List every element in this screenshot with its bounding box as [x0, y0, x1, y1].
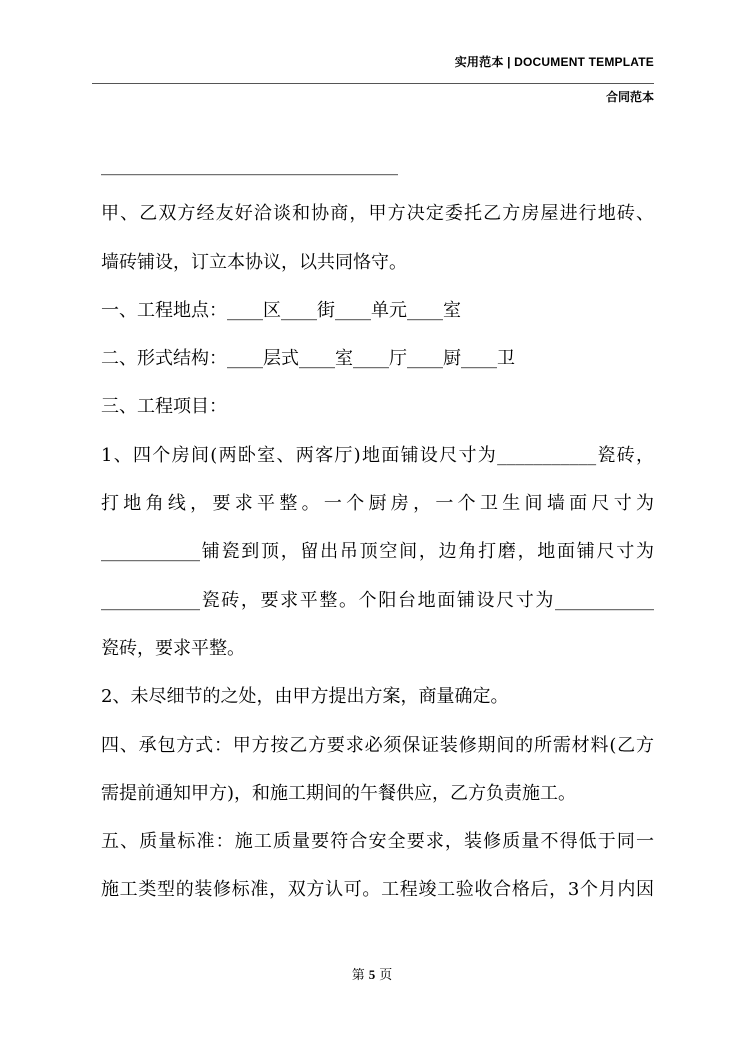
clause-location: 一、工程地点：____区____街____单元____室	[101, 299, 461, 321]
page-footer	[0, 964, 744, 983]
page-number-prefix: 第	[351, 968, 365, 983]
paragraph-line: 瓷砖，要求平整。	[101, 637, 245, 659]
contract-body	[101, 142, 654, 915]
paragraph-line: 打地角线，要求平整。一个厨房，一个卫生间墙面尺寸为	[101, 493, 654, 515]
header-divider	[92, 83, 654, 84]
header-title: 实用范本 | DOCUMENT TEMPLATE	[454, 55, 654, 69]
paragraph-line: 四、承包方式：甲方按乙方要求必须保证装修期间的所需材料(乙方	[101, 734, 654, 756]
paragraph-line: ___________铺瓷到顶，留出吊顶空间，边角打磨，地面铺尺寸为	[101, 541, 654, 563]
paragraph-line: ___________瓷砖，要求平整。个阳台地面铺设尺寸为___________	[101, 589, 654, 611]
paragraph-line: 需提前通知甲方)，和施工期间的午餐供应，乙方负责施工。	[101, 782, 577, 804]
page-number: 5	[368, 967, 376, 982]
header-category: 合同范本	[605, 90, 654, 104]
paragraph-line: 五、质量标准：施工质量要符合安全要求，装修质量不得低于同一	[101, 831, 654, 853]
paragraph-line: 2、未尽细节的之处，由甲方提出方案，商量确定。	[101, 686, 509, 708]
clause-structure: 二、形式结构：____层式____室____厅____厨____卫	[101, 348, 515, 370]
paragraph-line: 甲、乙双方经友好洽谈和协商，甲方决定委托乙方房屋进行地砖、	[101, 203, 654, 225]
paragraph-line: 墙砖铺设，订立本协议，以共同恪守。	[101, 251, 407, 273]
paragraph-line: 1、四个房间(两卧室、两客厅)地面铺设尺寸为___________瓷砖，	[101, 444, 654, 466]
signature-blank-line: _________________________________	[101, 155, 398, 176]
clause-heading-items: 三、工程项目：	[101, 396, 227, 418]
page-number-suffix: 页	[379, 968, 393, 983]
paragraph-line: 施工类型的装修标准，双方认可。工程竣工验收合格后，3个月内因	[101, 879, 654, 901]
